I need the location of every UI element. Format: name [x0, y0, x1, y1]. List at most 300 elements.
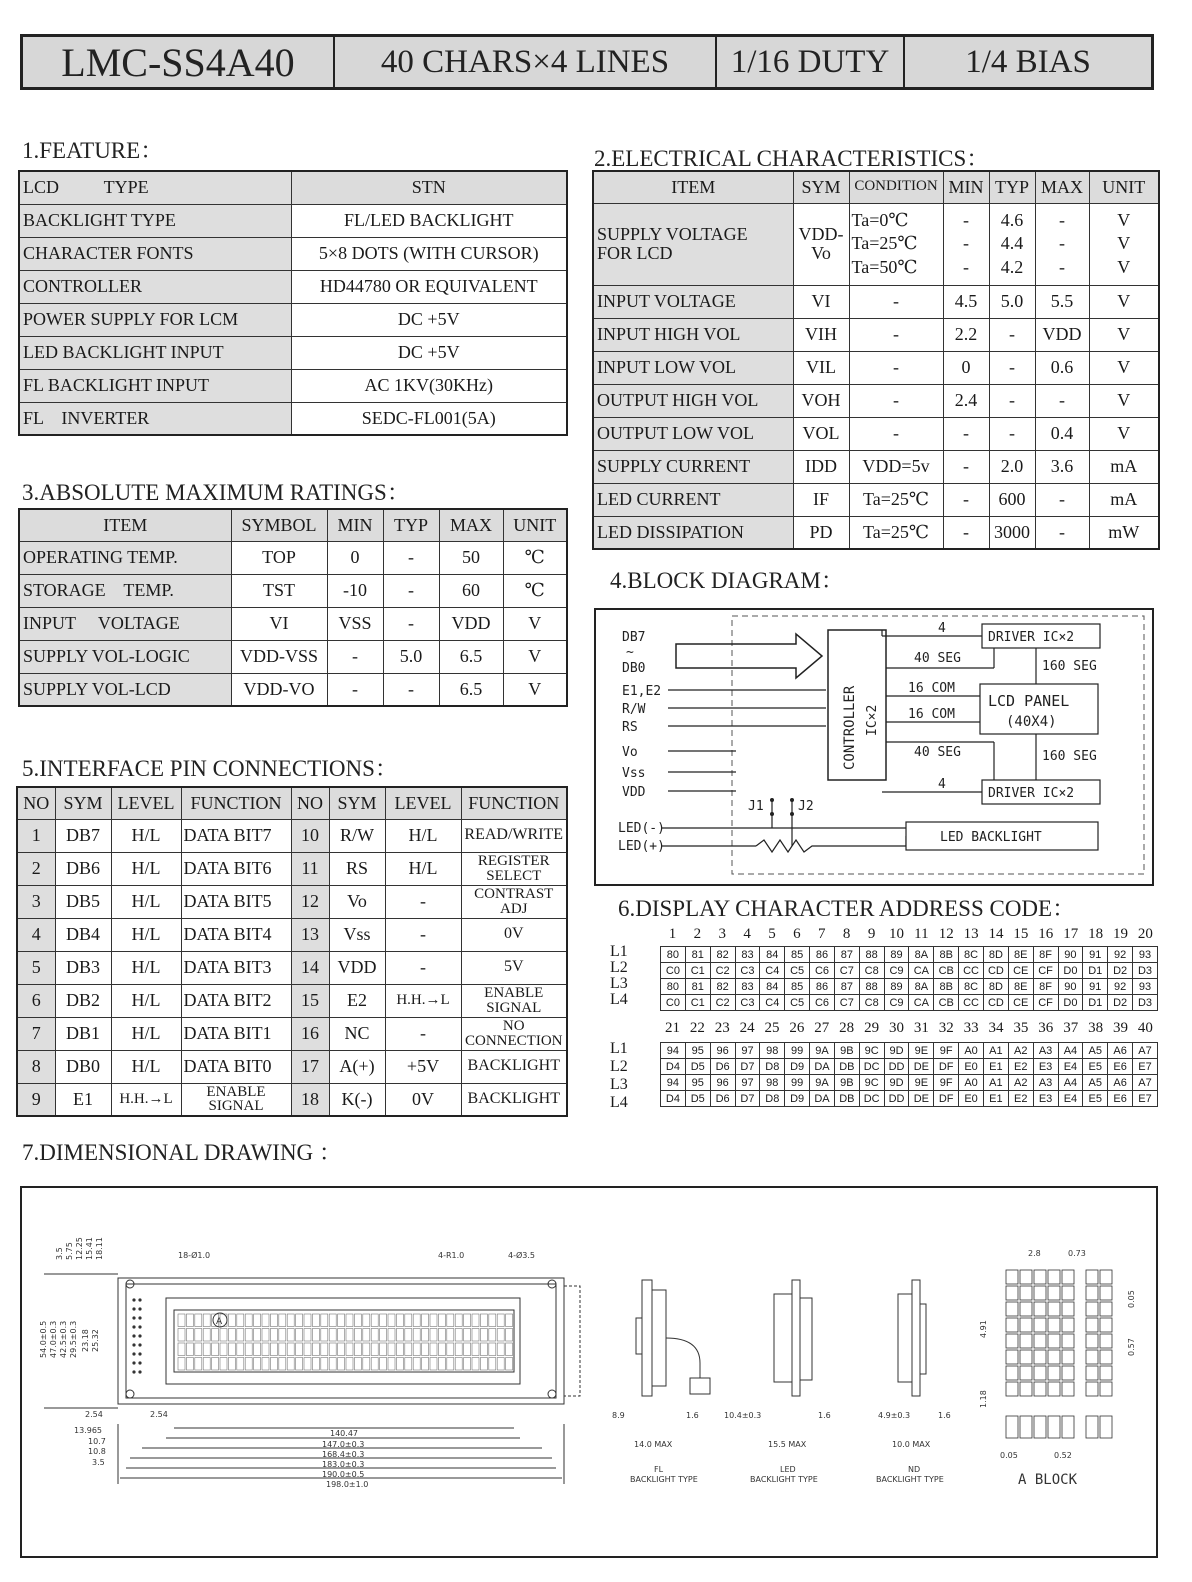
abs-max: 6.5 [439, 673, 503, 706]
pin-sym-2: NC [329, 1017, 385, 1050]
pin-no: 4 [17, 918, 55, 951]
table-row [17, 984, 567, 1017]
char-cell [497, 1314, 504, 1327]
abs-max: VDD [439, 607, 503, 640]
address-cell: C9 [884, 995, 909, 1011]
abs-item: INPUT VOLTAGE [19, 607, 231, 640]
abs-typ: - [383, 541, 439, 574]
column-number: 34 [988, 1020, 1004, 1036]
char-cell [212, 1343, 219, 1356]
char-cell [438, 1314, 445, 1327]
address-cell: C5 [785, 995, 810, 1011]
input-e1e2: E1,E2 [622, 684, 662, 699]
char-cell [388, 1329, 395, 1342]
column-number: 23 [714, 1020, 730, 1036]
address-cell: CF [1033, 963, 1058, 979]
dot-cell [1086, 1382, 1098, 1396]
char-cell [363, 1329, 370, 1342]
svg-text:BACKLIGHT TYPE: BACKLIGHT TYPE [630, 1475, 698, 1484]
char-cell [329, 1329, 336, 1342]
svg-text:4-R1.0: 4-R1.0 [438, 1251, 465, 1260]
table-row [593, 203, 1159, 285]
address-cell: 85 [785, 947, 810, 963]
pin-no: 3 [17, 885, 55, 918]
char-cell [262, 1358, 269, 1371]
char-cell [178, 1358, 185, 1371]
pin-hole [132, 1307, 135, 1310]
address-cell: CA [909, 995, 934, 1011]
char-cell [371, 1329, 378, 1342]
address-cell: 8E [1008, 979, 1033, 995]
char-cell [380, 1343, 387, 1356]
table-row [19, 574, 567, 607]
char-cell [430, 1314, 437, 1327]
column-number: 12 [938, 926, 954, 942]
char-cell [472, 1314, 479, 1327]
title-bar [20, 34, 1154, 90]
address-cell: C6 [810, 995, 835, 1011]
dot-cell [1034, 1382, 1046, 1396]
char-cell [279, 1329, 286, 1342]
char-cell [363, 1314, 370, 1327]
char-cell [346, 1358, 353, 1371]
char-cell [338, 1329, 345, 1342]
col-item: ITEM [19, 509, 231, 541]
address-cell: CD [983, 995, 1008, 1011]
col-condition: CONDITION [849, 171, 943, 203]
char-cell [329, 1314, 336, 1327]
electrical-typ: - [989, 351, 1035, 384]
char-cell [237, 1314, 244, 1327]
col-no: NO [17, 787, 55, 819]
dot-cell [1086, 1318, 1098, 1332]
pin-sym-2: Vss [329, 918, 385, 951]
dot-cell [1034, 1286, 1046, 1300]
seg40-top: 40 SEG [914, 651, 961, 666]
pin-level-2: - [385, 951, 461, 984]
led-plus: LED(+) [618, 839, 665, 854]
char-cell [455, 1329, 462, 1342]
svg-text:BACKLIGHT TYPE: BACKLIGHT TYPE [876, 1475, 944, 1484]
table-row [593, 318, 1159, 351]
pin-no-2: 10 [291, 819, 329, 852]
absolute-heading: 3.ABSOLUTE MAXIMUM RATINGS： [22, 480, 410, 505]
address-cell: 92 [1108, 979, 1133, 995]
col-unit: UNIT [503, 509, 567, 541]
char-cell [422, 1358, 429, 1371]
table-row [593, 351, 1159, 384]
address-cell: D2 [1108, 995, 1133, 1011]
char-cell [388, 1343, 395, 1356]
table-row [19, 541, 567, 574]
char-cell [422, 1329, 429, 1342]
col-sym-2: SYM [329, 787, 385, 819]
address-cell: 8F [1033, 947, 1058, 963]
address-cell: D8 [760, 1059, 785, 1075]
char-cell [228, 1329, 235, 1342]
column-number: 6 [793, 926, 801, 942]
svg-text:198.0±1.0: 198.0±1.0 [326, 1480, 369, 1489]
address-cell: 8B [934, 947, 959, 963]
char-cell [438, 1329, 445, 1342]
address-cell: DB [834, 1059, 859, 1075]
jumper-j1: J1 [748, 799, 764, 814]
svg-text:3.5: 3.5 [92, 1458, 105, 1467]
pin-hole [138, 1343, 141, 1346]
col-no-2: NO [291, 787, 329, 819]
input-vss: Vss [622, 766, 646, 781]
address-cell: 9D [884, 1043, 909, 1059]
address-cell: DB [834, 1091, 859, 1107]
pin-no: 7 [17, 1017, 55, 1050]
dot-cell [1034, 1366, 1046, 1380]
char-cell [506, 1314, 513, 1327]
table-row [19, 270, 567, 303]
address-cell: 90 [1058, 947, 1083, 963]
dot-cell [1048, 1416, 1060, 1438]
char-cell [195, 1314, 202, 1327]
char-cell [472, 1343, 479, 1356]
char-cell [405, 1358, 412, 1371]
pin-hole [138, 1370, 141, 1373]
address-cell: A1 [983, 1075, 1008, 1091]
pin-level: H/L [111, 819, 181, 852]
char-cell [220, 1343, 227, 1356]
table-row [593, 285, 1159, 318]
electrical-item: INPUT HIGH VOL [593, 318, 793, 351]
address-cell: A6 [1108, 1043, 1133, 1059]
address-cell: 9F [934, 1075, 959, 1091]
controller-label: CONTROLLER [842, 685, 858, 770]
char-cell [212, 1358, 219, 1371]
column-number: 14 [988, 926, 1004, 942]
char-cell [312, 1343, 319, 1356]
svg-text:FL: FL [654, 1465, 664, 1474]
address-cell: C9 [884, 963, 909, 979]
address-cell: C8 [859, 995, 884, 1011]
table-row [17, 918, 567, 951]
svg-text:12.25: 12.25 [75, 1237, 84, 1260]
char-cell [287, 1329, 294, 1342]
abs-min: - [327, 673, 383, 706]
column-number: 3 [718, 926, 726, 942]
address-cell: D6 [710, 1059, 735, 1075]
pin-level-2: H/L [385, 852, 461, 885]
data-bus-arrow [676, 634, 822, 678]
pin-hole [138, 1316, 141, 1319]
table-row [593, 450, 1159, 483]
address-cell: 9C [859, 1075, 884, 1091]
electrical-item: OUTPUT LOW VOL [593, 417, 793, 450]
column-number: 17 [1063, 926, 1079, 942]
svg-text:10.7: 10.7 [88, 1437, 106, 1446]
address-cell: C2 [710, 963, 735, 979]
char-cell [195, 1358, 202, 1371]
address-cell: 9A [810, 1043, 835, 1059]
pin-sym-2: K(-) [329, 1083, 385, 1116]
address-cell: 8D [983, 979, 1008, 995]
address-cell: 95 [685, 1043, 710, 1059]
abs-max: 50 [439, 541, 503, 574]
address-cell: 99 [785, 1075, 810, 1091]
char-cell [506, 1358, 513, 1371]
input-rw: R/W [622, 702, 646, 717]
pin-hole [138, 1334, 141, 1337]
char-cell [413, 1358, 420, 1371]
address-cell: 9E [909, 1043, 934, 1059]
table-row [19, 336, 567, 369]
electrical-min: - [943, 516, 989, 549]
svg-text:42.5±0.3: 42.5±0.3 [59, 1320, 68, 1358]
electrical-table [592, 170, 1160, 550]
abs-typ: - [383, 673, 439, 706]
char-cell [363, 1358, 370, 1371]
abs-unit: ℃ [503, 574, 567, 607]
address-cell: 90 [1058, 979, 1083, 995]
dot-cell [1006, 1318, 1018, 1332]
dot-cell [1100, 1334, 1112, 1348]
lcd-panel-label: LCD PANEL [988, 692, 1070, 710]
pin-level-2: - [385, 918, 461, 951]
pin-level: H/L [111, 984, 181, 1017]
electrical-item: OUTPUT HIGH VOL [593, 384, 793, 417]
address-cell: D3 [1133, 995, 1158, 1011]
char-cell [396, 1343, 403, 1356]
pin-function-2: 5V [461, 951, 567, 984]
char-cell [312, 1329, 319, 1342]
address-cell: 94 [661, 1075, 686, 1091]
dot-cell [1020, 1318, 1032, 1332]
column-number: 38 [1088, 1020, 1104, 1036]
address-cell: D7 [735, 1091, 760, 1107]
char-cell [287, 1314, 294, 1327]
electrical-typ: 3000 [989, 516, 1035, 549]
seg160-bottom: 160 SEG [1042, 749, 1097, 764]
address-cell: E5 [1083, 1091, 1108, 1107]
feature-label: CHARACTER FONTS [19, 237, 291, 270]
dimensional-heading: 7.DIMENSIONAL DRAWING ： [22, 1140, 342, 1165]
table-row [593, 516, 1159, 549]
char-cell [212, 1329, 219, 1342]
svg-text:168.4±0.3: 168.4±0.3 [322, 1450, 365, 1459]
abs-min: - [327, 640, 383, 673]
address-cell: C7 [834, 963, 859, 979]
table-row [593, 483, 1159, 516]
electrical-min: 2.4 [943, 384, 989, 417]
column-number: 39 [1112, 1020, 1128, 1036]
pin-hole [138, 1307, 141, 1310]
pin-level-2: - [385, 885, 461, 918]
address-cell: D5 [685, 1091, 710, 1107]
abs-item: OPERATING TEMP. [19, 541, 231, 574]
table-row [17, 1050, 567, 1083]
char-cell [338, 1358, 345, 1371]
svg-text:0.57: 0.57 [1127, 1338, 1136, 1356]
pin-function-2: 0V [461, 918, 567, 951]
address-cell: E3 [1033, 1059, 1058, 1075]
address-cell: 95 [685, 1075, 710, 1091]
pin-row [132, 1298, 141, 1373]
pin-sym: DB6 [55, 852, 111, 885]
svg-text:BACKLIGHT TYPE: BACKLIGHT TYPE [750, 1475, 818, 1484]
address-cell: E7 [1133, 1091, 1158, 1107]
table-row [19, 673, 567, 706]
abs-item: SUPPLY VOL-LOGIC [19, 640, 231, 673]
address-cell: C3 [735, 963, 760, 979]
electrical-unit: V [1089, 384, 1159, 417]
char-cell [447, 1358, 454, 1371]
electrical-unit: mA [1089, 450, 1159, 483]
char-cell [438, 1358, 445, 1371]
interface-heading: 5.INTERFACE PIN CONNECTIONS： [22, 756, 398, 781]
column-number: 21 [664, 1020, 680, 1036]
char-cell [346, 1314, 353, 1327]
dot-cell [1086, 1286, 1098, 1300]
column-number: 22 [689, 1020, 705, 1036]
address-cell: C8 [859, 963, 884, 979]
column-number: 8 [842, 926, 851, 942]
electrical-typ: 5.0 [989, 285, 1035, 318]
electrical-min: 0 [943, 351, 989, 384]
address-cell: 83 [735, 979, 760, 995]
pin-no-2: 11 [291, 852, 329, 885]
address-cell: 89 [884, 947, 909, 963]
address-cell: 82 [710, 979, 735, 995]
col-min: MIN [327, 509, 383, 541]
char-cell [464, 1343, 471, 1356]
address-cell: E2 [1008, 1059, 1033, 1075]
dot-cell [1020, 1350, 1032, 1364]
char-cell [287, 1343, 294, 1356]
electrical-sym: IDD [793, 450, 849, 483]
address-cell: 96 [710, 1043, 735, 1059]
dot-cell [1100, 1318, 1112, 1332]
address-cell: 93 [1133, 979, 1158, 995]
pin-level: H/L [111, 1050, 181, 1083]
dot-cell [1062, 1416, 1074, 1438]
abs-min: 0 [327, 541, 383, 574]
pin-sym: DB7 [55, 819, 111, 852]
pin-sym: DB4 [55, 918, 111, 951]
address-cell: DE [909, 1091, 934, 1107]
feature-value: 5×8 DOTS (WITH CURSOR) [291, 237, 567, 270]
char-cell [287, 1358, 294, 1371]
svg-text:10.4±0.3: 10.4±0.3 [724, 1411, 762, 1420]
address-cell: A5 [1083, 1075, 1108, 1091]
address-cell: 8D [983, 947, 1008, 963]
char-cell [228, 1358, 235, 1371]
address-cell: 92 [1108, 947, 1133, 963]
address-cell: C4 [760, 963, 785, 979]
feature-label: CONTROLLER [19, 270, 291, 303]
address-cell: 86 [810, 979, 835, 995]
supply-lcd-sym: VDD- Vo [793, 203, 849, 285]
pin-function: DATA BIT2 [181, 984, 291, 1017]
dot-cell [1048, 1270, 1060, 1284]
address-cell: C7 [834, 995, 859, 1011]
char-cell [321, 1358, 328, 1371]
supply-lcd-max: - - - [1035, 203, 1089, 285]
pin-no-2: 15 [291, 984, 329, 1017]
address-cell: CB [934, 963, 959, 979]
column-number: 35 [1013, 1020, 1029, 1036]
char-cell [296, 1358, 303, 1371]
pin-no-2: 16 [291, 1017, 329, 1050]
col-typ: TYP [989, 171, 1035, 203]
dot-cell [1034, 1318, 1046, 1332]
column-number: 11 [914, 926, 929, 942]
feature-label: BACKLIGHT TYPE [19, 204, 291, 237]
address-cell: 99 [785, 1043, 810, 1059]
seg160-top: 160 SEG [1042, 659, 1097, 674]
address-row [661, 1091, 1158, 1107]
char-cell [371, 1343, 378, 1356]
address-heading: 6.DISPLAY CHARACTER ADDRESS CODE： [618, 896, 1076, 921]
address-cell: D9 [785, 1091, 810, 1107]
dot-cell [1034, 1416, 1046, 1438]
electrical-max: - [1035, 483, 1089, 516]
interface-table [16, 786, 568, 1117]
dot-cell [1006, 1302, 1018, 1316]
char-cell [321, 1343, 328, 1356]
char-cell [422, 1343, 429, 1356]
address-cell: CE [1008, 995, 1033, 1011]
electrical-unit: V [1089, 285, 1159, 318]
char-cell [405, 1343, 412, 1356]
char-cell [254, 1343, 261, 1356]
char-cell [447, 1343, 454, 1356]
address-cell: D3 [1133, 963, 1158, 979]
pin-hole [132, 1343, 135, 1346]
column-number: 37 [1063, 1020, 1079, 1036]
dot-cell [1006, 1382, 1018, 1396]
address-cell: CB [934, 995, 959, 1011]
input-vo: Vo [622, 745, 638, 760]
column-number: 2 [693, 926, 702, 942]
abs-min: VSS [327, 607, 383, 640]
address-row [661, 979, 1158, 995]
char-cell [363, 1343, 370, 1356]
controller-count: IC×2 [865, 704, 880, 736]
dot-cell [1100, 1270, 1112, 1284]
char-cell [472, 1329, 479, 1342]
address-cell: 9E [909, 1075, 934, 1091]
char-cell [254, 1329, 261, 1342]
address-cell: A3 [1033, 1075, 1058, 1091]
pin-hole [132, 1298, 135, 1301]
char-cell [380, 1314, 387, 1327]
address-cell: 91 [1083, 979, 1108, 995]
abs-min: -10 [327, 574, 383, 607]
column-number: 29 [864, 1020, 880, 1036]
char-cell [455, 1314, 462, 1327]
pin-no-2: 17 [291, 1050, 329, 1083]
address-cell: DD [884, 1059, 909, 1075]
dot-cell [1100, 1366, 1112, 1380]
address-cell: E2 [1008, 1091, 1033, 1107]
pin-level-2: +5V [385, 1050, 461, 1083]
svg-text:ND: ND [908, 1465, 921, 1474]
dot-cell [1006, 1334, 1018, 1348]
pin-no: 1 [17, 819, 55, 852]
table-row [17, 819, 567, 852]
address-cell: 8E [1008, 947, 1033, 963]
electrical-unit: V [1089, 351, 1159, 384]
column-number: 9 [867, 926, 876, 942]
address-cell: DF [934, 1059, 959, 1075]
address-cell: E1 [983, 1059, 1008, 1075]
table-row [17, 885, 567, 918]
